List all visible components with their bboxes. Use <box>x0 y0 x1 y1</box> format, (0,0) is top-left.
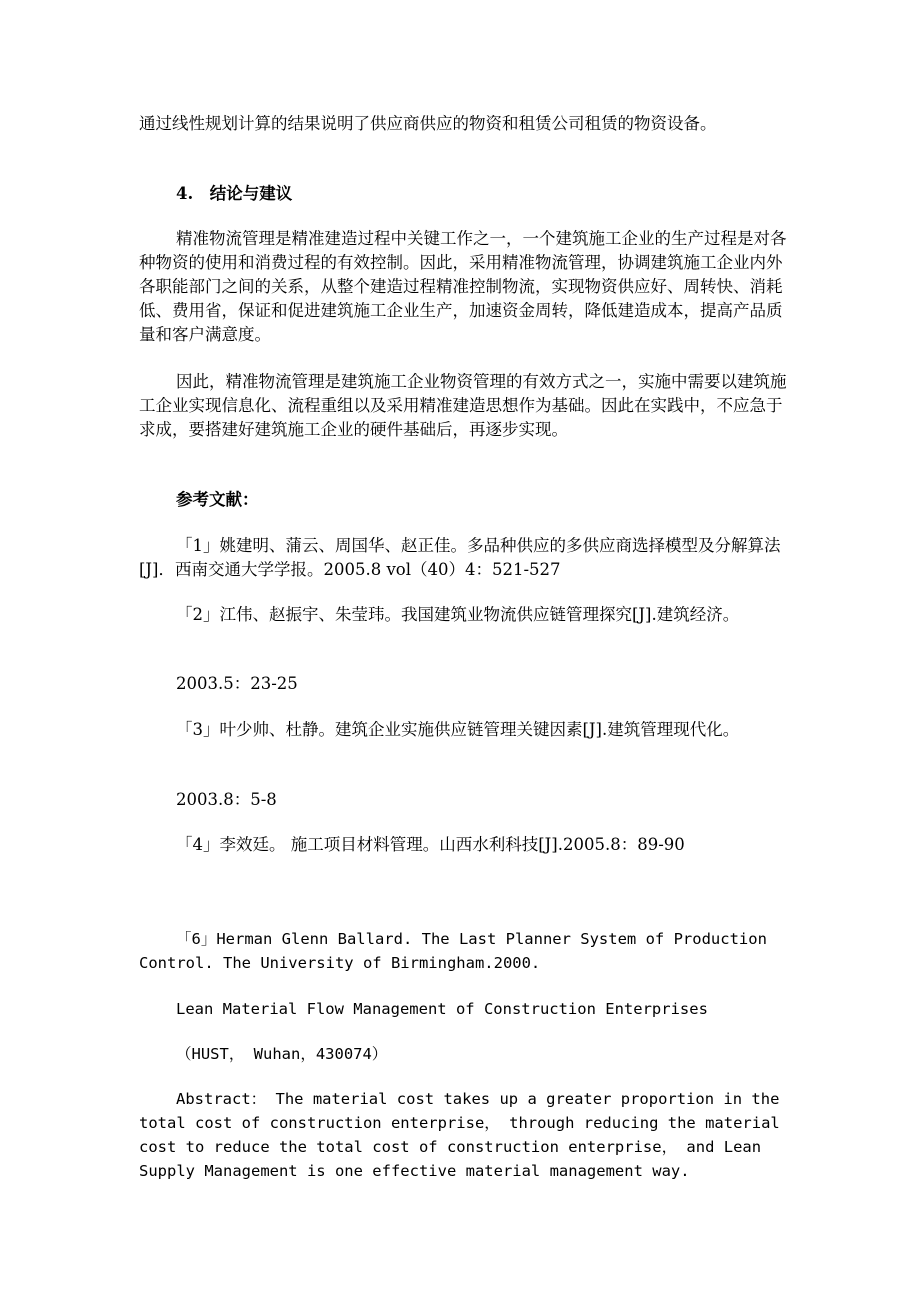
section-heading: 4. 结论与建议 <box>176 184 293 203</box>
reference-2-pages: 2003.5：23-25 <box>176 674 298 693</box>
intro-line: 通过线性规划计算的结果说明了供应商供应的物资和租赁公司租赁的物资设备。 <box>139 114 717 133</box>
conclusion-paragraph-2: 因此，精准物流管理是建筑施工企业物资管理的有效方式之一，实施中需要以建筑施工企业实现信息化、流程重组以及采用精准建造思想作为基础。因此在实践中，不应急于求成，要搭建好建筑施工企业的硬件基础后，再逐步实现。 <box>139 372 787 439</box>
references-heading: 参考文献： <box>176 490 259 509</box>
reference-6: 「6」Herman Glenn Ballard. The Last Planner System of Production Control. The University of Birmingham.2000. <box>139 930 767 972</box>
conclusion-paragraph-1: 精准物流管理是精准建造过程中关键工作之一，一个建筑施工企业的生产过程是对各种物资的使用和消费过程的有效控制。因此，采用精准物流管理，协调建筑施工企业内外各职能部门之间的关系，从整个建造过程精准控制物流，实现物资供应好、周转快、消耗低、费用省，保证和促进建筑施工企业生产，加速资金周转，降低建造成本，提高产品质量和客户满意度。 <box>139 229 787 344</box>
reference-3: 「3」叶少帅、杜静。建筑企业实施供应链管理关键因素[J].建筑管理现代化。 <box>176 720 740 739</box>
abstract: Abstract： The material cost takes up a greater proportion in the total cost of construction enterprise， through reducing the material cost to reduce the total cost of construction enterprise， and Lean Supply Management is one effective material management way. <box>139 1090 780 1180</box>
english-title: Lean Material Flow Management of Construction Enterprises <box>176 1000 708 1018</box>
reference-2: 「2」江伟、赵振宇、朱莹玮。我国建筑业物流供应链管理探究[J].建筑经济。 <box>176 605 740 624</box>
affiliation: （HUST， Wuhan，430074） <box>176 1045 388 1063</box>
reference-1: 「1」姚建明、蒲云、周国华、赵正佳。多品种供应的多供应商选择模型及分解算法[J]．西南交通大学学报。2005.8 vol（40）4：521-527 <box>139 536 781 579</box>
reference-3-pages: 2003.8：5-8 <box>176 790 277 809</box>
reference-4: 「4」李效廷。 施工项目材料管理。山西水利科技[J].2005.8：89-90 <box>176 835 685 854</box>
